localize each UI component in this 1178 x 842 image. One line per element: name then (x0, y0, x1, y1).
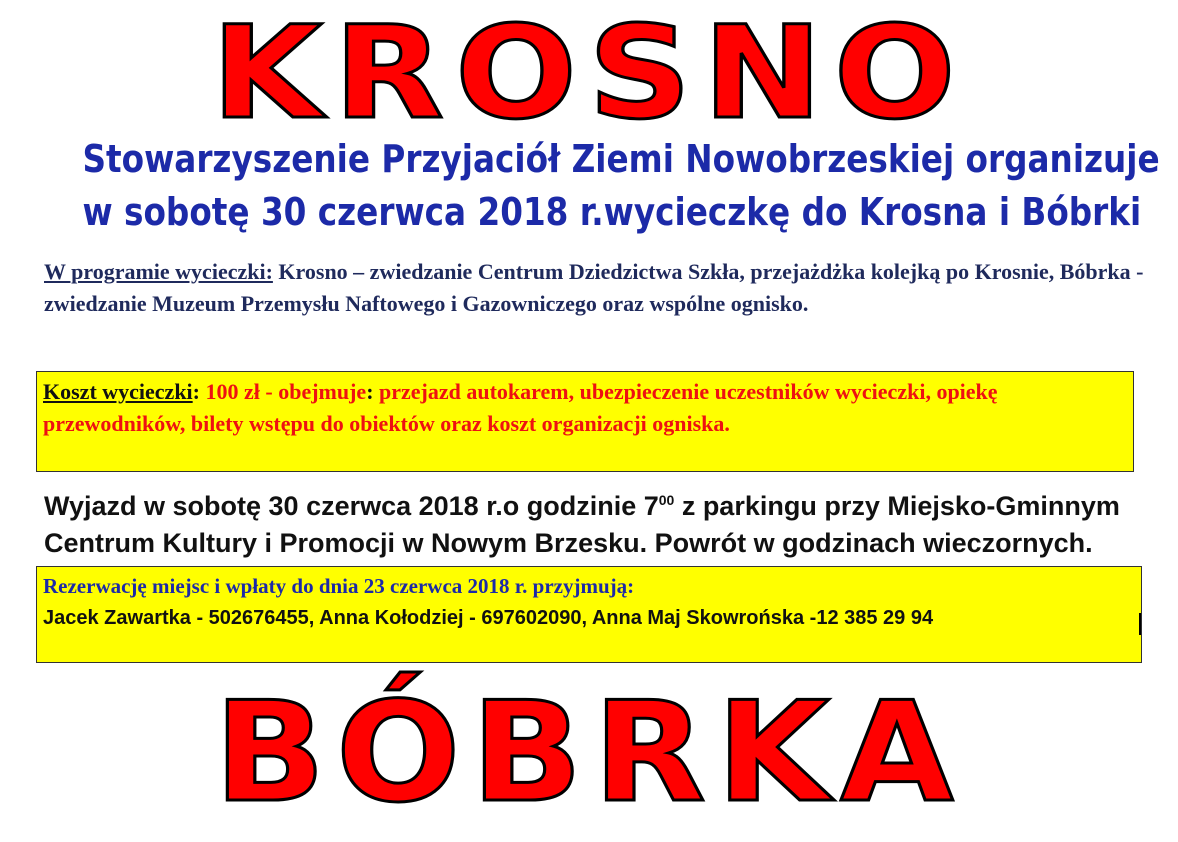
departure-text-2: z parkingu przy Miejsko-Gminnym Centrum Kultury i Promocji w Nowym Brzesku. Powrót w godzinach wieczornych. (44, 491, 1120, 558)
cost-box (36, 371, 1134, 472)
title-krosno: KROSNO (211, 0, 967, 148)
reservation-contacts: Jacek Zawartka - 502676455, Anna Kołodziej - 697602090, Anna Maj Skowrońska -12 385 29 94 (43, 607, 934, 629)
cost-label: Koszt wycieczki (43, 379, 193, 404)
cost-colon-2: : (366, 379, 374, 404)
text-cursor-bar (1139, 613, 1141, 635)
title-bobrka: BÓBRKA (213, 672, 965, 833)
departure-paragraph (44, 488, 1154, 562)
organizer-line-1: Stowarzyszenie Przyjaciół Ziemi Nowobrzeskiej organizuje (82, 137, 1160, 181)
reservation-box (36, 566, 1142, 663)
program-text: Krosno – zwiedzanie Centrum Dziedzictwa Szkła, przejażdżka kolejką po Krosnie, Bóbrka - zwiedzanie Muzeum Przemysłu Naftowego i Gazowniczego oraz wspólne ognisko. (44, 259, 1144, 316)
reservation-heading: Rezerwację miejsc i wpłaty do dnia 23 czerwca 2018 r. przyjmują: (43, 574, 635, 598)
departure-time-superscript: 00 (658, 492, 675, 508)
organizer-line-2: w sobotę 30 czerwca 2018 r.wycieczkę do Krosna i Bóbrki (82, 190, 1142, 234)
cost-price: 100 zł - obejmuje (200, 379, 367, 404)
cost-colon: : (192, 379, 200, 404)
program-paragraph (44, 256, 1144, 320)
cost-text: przejazd autokarem, ubezpieczenie uczestników wycieczki, opiekę przewodników, bilety wstępu do obiektów oraz koszt organizacji ogniska. (43, 379, 998, 436)
departure-text-1: Wyjazd w sobotę 30 czerwca 2018 r.o godzinie 7 (44, 491, 659, 521)
program-label: W programie wycieczki: (44, 259, 273, 284)
